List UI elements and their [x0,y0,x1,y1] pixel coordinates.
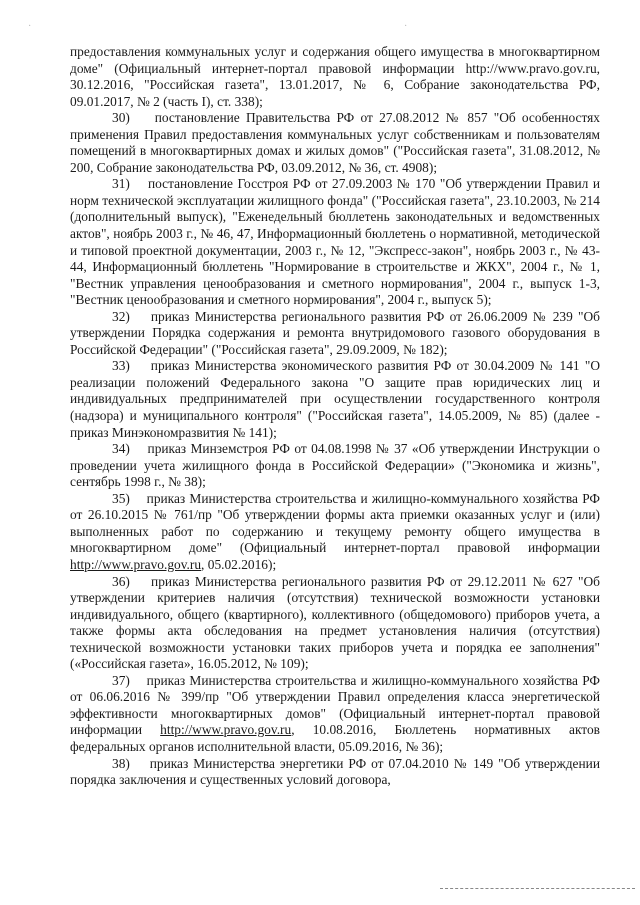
text-run: 38) приказ Министерства энергетики РФ от 07.04.2010 № 149 "Об утверждении порядка заключения и существенных условий договора, [70,755,600,788]
text-run: , 05.02.2016); [201,556,277,572]
scan-speck: · [28,21,32,32]
text-run: , 10.08.2016, Бюллетень нормативных актов федеральных органов исполнительной власти, 05.09.2016, № 36); [70,722,600,754]
text-run: 31) постановление Госстроя РФ от 27.09.2003 № 170 "Об утверждении Правил и норм технической эксплуатации жилищного фонда" ("Российская газета", 23.10.2003, № 214 (дополнительный выпуск), "Еженедельный бюллетень законодательных и ведомственных актов", ноябрь 2003 г., № 46, 47, Информационный бюллетень о нормативной, методической и типовой проектной документации, 2003 г., № 12, "Экспресс-закон", ноябрь 2003 г., № 43-44, Информационный бюллетень "Нормирование в строительстве и ЖКХ", 2004 г., № 1, "Вестник управления ценообразования и сметного нормирования", 2004 г., выпуск 1-3, "Вестник ценообразования и сметного нормирования", 2004 г., выпуск 5); [70,176,600,308]
text-run: предоставления коммунальных услуг и содержания общего имущества в многоквартирном доме" (Официальный интернет-портал правовой информации http://www.pravo.gov.ru, 30.12.2016, "Российская газета", 13.01.2017, № 6, Собрание законодательства РФ, 09.01.2017, № 2 (часть I), ст. 338); [70,44,600,109]
pravo-link[interactable]: http://www.pravo.gov.ru [70,556,202,572]
document-body [70,44,600,789]
list-item-34 [70,441,600,491]
list-item-31 [70,176,600,308]
text-run: 37) приказ Министерства строительства и жилищно-коммунального хозяйства РФ от 06.06.2016 № 399/пр "Об утверждении Правил определения класса энергетической эффективности многоквартирных домов" (Официальный интернет-портал правовой информации [70,672,600,738]
list-item-35 [70,491,600,574]
list-item-32 [70,309,600,359]
list-item-38 [70,756,600,789]
text-run: 33) приказ Министерства экономического развития РФ от 30.04.2009 № 141 "О реализации положений Федерального закона "О защите прав юридических лиц и индивидуальных предпринимателей при осуществлении государственного контроля (надзора) и муниципального контроля" ("Российская газета", 14.05.2009, № 85) (далее - приказ Минэкономразвития № 141); [70,358,600,440]
text-run: 36) приказ Министерства регионального развития РФ от 29.12.2011 № 627 "Об утверждении критериев наличия (отсутствия) технической возможности установки индивидуального, общего (квартирного), коллективного (общедомового) приборов учета, а также формы акта обследования на предмет установления наличия (отсутствия) технической возможности установки таких приборов учета и порядка ее заполнения" («Российская газета», 16.05.2012, № 109); [70,573,600,672]
list-item-36 [70,574,600,673]
text-run: 30) постановление Правительства РФ от 27.08.2012 № 857 "Об особенностях применения Правил предоставления коммунальных услуг собственникам и пользователям помещений в многоквартирных домах и жилых домов" ("Российская газета", 31.08.2012, № 200, Собрание законодательства РФ, 03.09.2012, № 36, ст. 4908); [70,110,600,175]
scan-speck: · [404,21,408,32]
pravo-link[interactable]: http://www.pravo.gov.ru [160,722,292,738]
paragraph-continuation [70,44,600,110]
text-run: 35) приказ Министерства строительства и жилищно-коммунального хозяйства РФ от 26.10.2015 № 761/пр "Об утверждении формы акта приемки оказанных услуг и (или) выполненных работ по содержанию и текущему ремонту общего имущества в многоквартирном доме" (Официальный интернет-портал правовой информации [70,490,600,556]
list-item-30 [70,110,600,176]
text-run: 34) приказ Минземстроя РФ от 04.08.1998 № 37 «Об утверждении Инструкции о проведении учета жилищного фонда в Российской Федерации» ("Экономика и жизнь", сентябрь 1998 г., № 38); [70,441,600,490]
page-bottom-rule [440,888,635,889]
list-item-37 [70,673,600,756]
list-item-33 [70,358,600,441]
text-run: 32) приказ Министерства регионального развития РФ от 26.06.2009 № 239 "Об утверждении Порядка содержания и ремонта внутридомового газового оборудования в Российской Федерации" ("Российская газета", 29.09.2009, № 182); [70,308,600,357]
